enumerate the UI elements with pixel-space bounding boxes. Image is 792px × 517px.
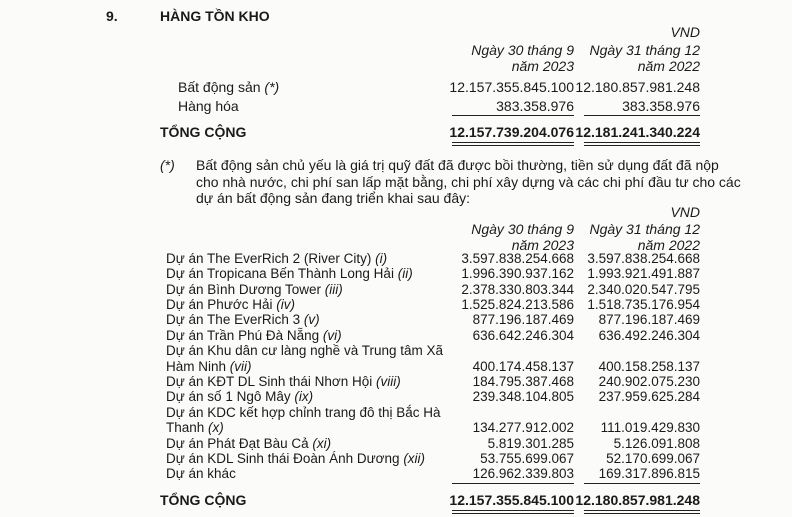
table1-col2-header-line2: năm 2022 [637, 58, 700, 74]
footnote-line: Bất động sản chủ yếu là giá trị quỹ đất đã được bồi thường, tiền sử dụng đất đã nộp [196, 157, 719, 173]
table1-col1-subtotal-line [452, 115, 574, 116]
footnote-line: cho nhà nước, chi phí san lấp mặt bằng, chi phí xây dựng và các chi phí đầu tư cho các [196, 174, 741, 190]
project-row-value-2022: 400.158.258.137 [598, 359, 700, 374]
project-row-label: Dự án khác [166, 466, 236, 481]
section-title: HÀNG TỒN KHO [160, 8, 270, 24]
table1-total-2023: 12.157.739.204.076 [449, 124, 574, 140]
project-row-label: Dự án KDL Sinh thái Đoàn Ánh Dương (xii) [166, 451, 426, 466]
project-row-value-2023: 126.962.339.803 [472, 466, 574, 481]
project-row-value-2022: 877.196.187.469 [598, 312, 700, 327]
table2-total-2023: 12.157.355.845.100 [449, 492, 574, 508]
table1-row-label: Hàng hóa [178, 98, 239, 114]
project-row-value-2023: 1.525.824.213.586 [461, 297, 574, 312]
project-row-value-2022: 636.492.246.304 [598, 328, 700, 343]
table1-total-2022: 12.181.241.340.224 [575, 124, 700, 140]
table2-col2-double-line [584, 513, 700, 514]
project-row-value-2022: 52.170.699.067 [606, 451, 700, 466]
table1-col2-double-line [584, 142, 700, 143]
project-row-label: Dự án KDC kết hợp chỉnh trang đô thị Bắc Hà [166, 405, 441, 420]
project-row-value-2022: 5.126.091.808 [613, 436, 700, 451]
project-row-value-2022: 3.597.838.254.668 [587, 251, 700, 266]
project-row-label-cont: Hàm Ninh (vii) [166, 359, 252, 374]
table2-col2-double-line [584, 510, 700, 511]
table1-col2-double-line [584, 145, 700, 146]
table1-row-label: Bất động sản (*) [178, 79, 280, 95]
project-row-value-2023: 2.378.330.803.344 [461, 282, 574, 297]
project-row-value-2022: 237.959.625.284 [598, 389, 700, 404]
table2-col1-subtotal-line [452, 483, 574, 484]
project-row-value-2022: 240.902.075.230 [598, 374, 700, 389]
project-row-label: Dự án The EverRich 3 (v) [166, 312, 320, 327]
project-row-label-cont: Thanh (x) [166, 420, 224, 435]
project-row-value-2023: 877.196.187.469 [472, 312, 574, 327]
footnote-marker: (*) [160, 157, 175, 173]
footnote-line: dự án bất động sản đang triển khai sau đây: [196, 190, 471, 206]
project-row-value-2023: 1.996.390.937.162 [461, 266, 574, 281]
project-row-value-2022: 111.019.429.830 [600, 420, 700, 435]
project-row-value-2023: 400.174.458.137 [472, 359, 574, 374]
table2-total-label: TỔNG CỘNG [160, 492, 247, 508]
project-row-label: Dự án Tropicana Bến Thành Long Hải (ii) [166, 266, 413, 281]
project-row-value-2023: 5.819.301.285 [487, 436, 574, 451]
project-row-label: Dự án The EverRich 2 (River City) (i) [166, 251, 388, 266]
table2-total-2022: 12.180.857.981.248 [575, 492, 700, 508]
table2-col2-header-line1: Ngày 31 tháng 12 [589, 221, 700, 237]
table2-col1-double-line [452, 513, 574, 514]
project-row-value-2023: 3.597.838.254.668 [461, 251, 574, 266]
project-row-value-2023: 636.642.246.304 [472, 328, 574, 343]
project-row-value-2023: 239.348.104.805 [472, 389, 574, 404]
table1-row-value-2022: 383.358.976 [622, 98, 700, 114]
table1-col1-double-line [452, 145, 574, 146]
table2-col1-header-line1: Ngày 30 tháng 9 [471, 221, 574, 237]
project-row-label: Dự án Phát Đạt Bàu Cả (xi) [166, 436, 332, 451]
project-row-label: Dự án Phước Hải (iv) [166, 297, 295, 312]
table1-unit: VND [670, 24, 700, 40]
table1-col1-double-line [452, 142, 574, 143]
table2-col2-header-line2: năm 2022 [637, 237, 700, 253]
project-row-value-2023: 134.277.912.002 [472, 420, 574, 435]
project-row-value-2022: 1.993.921.491.887 [587, 266, 700, 281]
table1-row-value-2023: 12.157.355.845.100 [449, 79, 574, 95]
project-row-value-2022: 2.340.020.547.795 [587, 282, 700, 297]
table1-total-label: TỔNG CỘNG [160, 124, 247, 140]
project-row-label: Dự án Trần Phú Đà Nẵng (vi) [166, 328, 342, 343]
table1-col2-subtotal-line [584, 115, 700, 116]
project-row-label: Dự án số 1 Ngô Mây (ix) [166, 389, 314, 404]
table1-row-value-2023: 383.358.976 [496, 98, 574, 114]
project-row-label: Dự án KĐT DL Sinh thái Nhơn Hội (viii) [166, 374, 401, 389]
project-row-label: Dự án Khu dân cư làng nghề và Trung tâm Xã [166, 343, 443, 358]
section-number: 9. [106, 8, 118, 24]
table2-unit: VND [670, 204, 700, 220]
table1-col1-header-line2: năm 2023 [511, 58, 574, 74]
table2-col2-subtotal-line [584, 483, 700, 484]
table2-col1-header-line2: năm 2023 [511, 237, 574, 253]
project-row-value-2022: 1.518.735.176.954 [587, 297, 700, 312]
table1-col2-header-line1: Ngày 31 tháng 12 [589, 42, 700, 58]
table1-col1-header-line1: Ngày 30 tháng 9 [471, 42, 574, 58]
project-row-value-2022: 169.317.896.815 [598, 466, 700, 481]
project-row-label: Dự án Bình Dương Tower (iii) [166, 282, 343, 297]
table2-col1-double-line [452, 510, 574, 511]
project-row-value-2023: 184.795.387.468 [472, 374, 574, 389]
table1-row-value-2022: 12.180.857.981.248 [575, 79, 700, 95]
project-row-value-2023: 53.755.699.067 [480, 451, 574, 466]
